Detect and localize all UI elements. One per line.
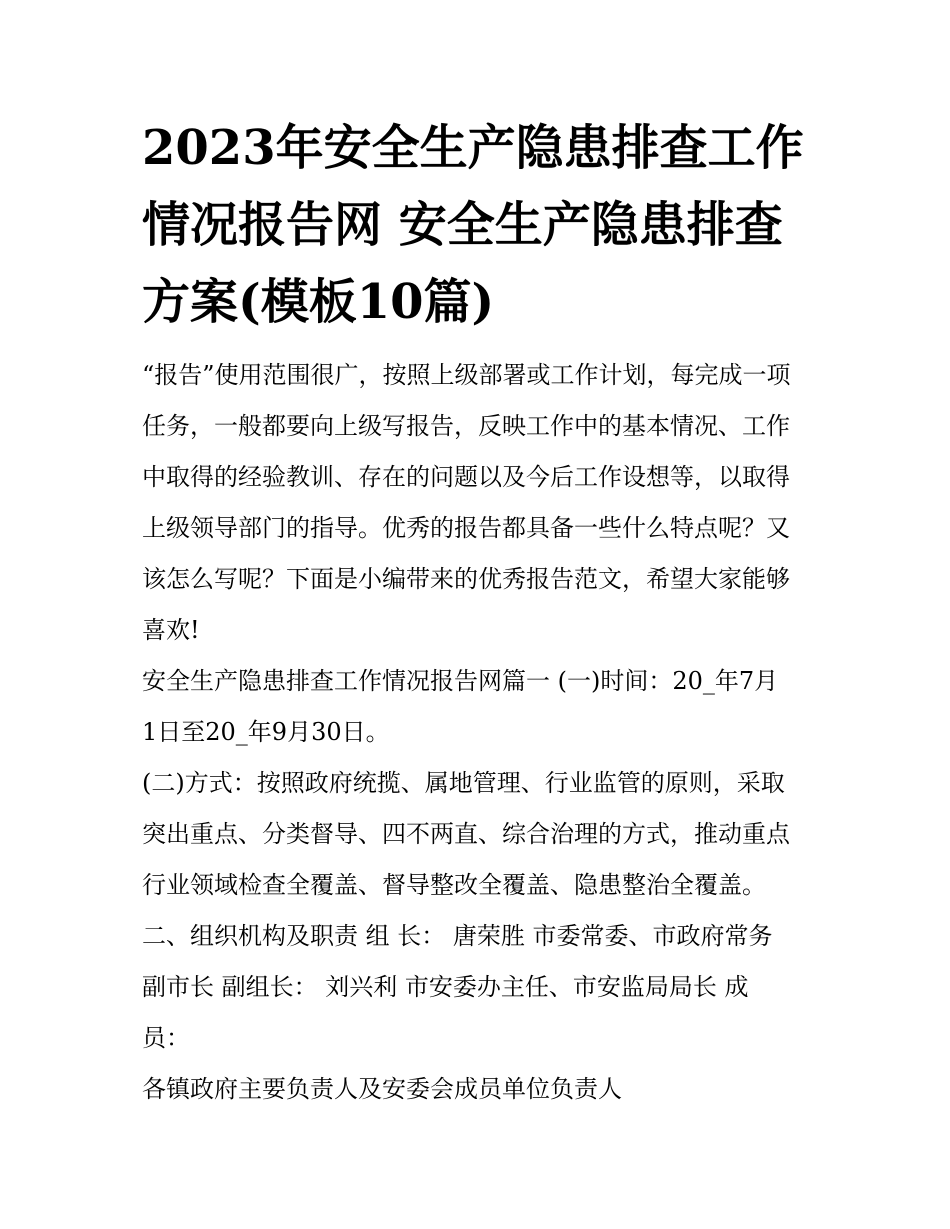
title-line: 方案(模板10篇) (142, 274, 495, 330)
text-line: (二)方式：按照政府统揽、属地管理、行业监管的原则，采取 (142, 769, 785, 797)
organization-paragraph (142, 911, 812, 1064)
document-title (142, 110, 812, 341)
text-line: 员： (142, 1024, 190, 1052)
document-page (142, 110, 812, 1115)
text-line: 中取得的经验教训、存在的问题以及今后工作设想等，以取得 (142, 463, 790, 491)
time-paragraph (142, 656, 812, 758)
text-line: 该怎么写呢？下面是小编带来的优秀报告范文，希望大家能够 (142, 565, 790, 593)
title-line: 情况报告网 安全生产隐患排查 (142, 197, 783, 253)
title-line: 2023年安全生产隐患排查工作 (142, 120, 804, 176)
text-line: 副市长 副组长： 刘兴利 市安委办主任、市安监局局长 成 (142, 973, 749, 1001)
text-line: 喜欢! (142, 616, 200, 644)
intro-paragraph (142, 350, 812, 656)
text-line: 安全生产隐患排查工作情况报告网篇一 (一)时间：20_年7月 (142, 667, 779, 695)
members-paragraph (142, 1064, 812, 1115)
text-line: 1日至20_年9月30日。 (142, 718, 390, 746)
text-line: 上级领导部门的指导。优秀的报告都具备一些什么特点呢？又 (142, 514, 790, 542)
text-line: 任务，一般都要向上级写报告，反映工作中的基本情况、工作 (142, 412, 790, 440)
text-line: 二、组织机构及职责 组 长： 唐荣胜 市委常委、市政府常务 (142, 922, 773, 950)
text-line: 各镇政府主要负责人及安委会成员单位负责人 (142, 1075, 622, 1103)
text-line: “报告”使用范围很广，按照上级部署或工作计划，每完成一项 (142, 361, 791, 389)
text-line: 行业领域检查全覆盖、督导整改全覆盖、隐患整治全覆盖。 (142, 871, 766, 899)
text-line: 突出重点、分类督导、四不两直、综合治理的方式，推动重点 (142, 820, 790, 848)
method-paragraph (142, 758, 812, 911)
